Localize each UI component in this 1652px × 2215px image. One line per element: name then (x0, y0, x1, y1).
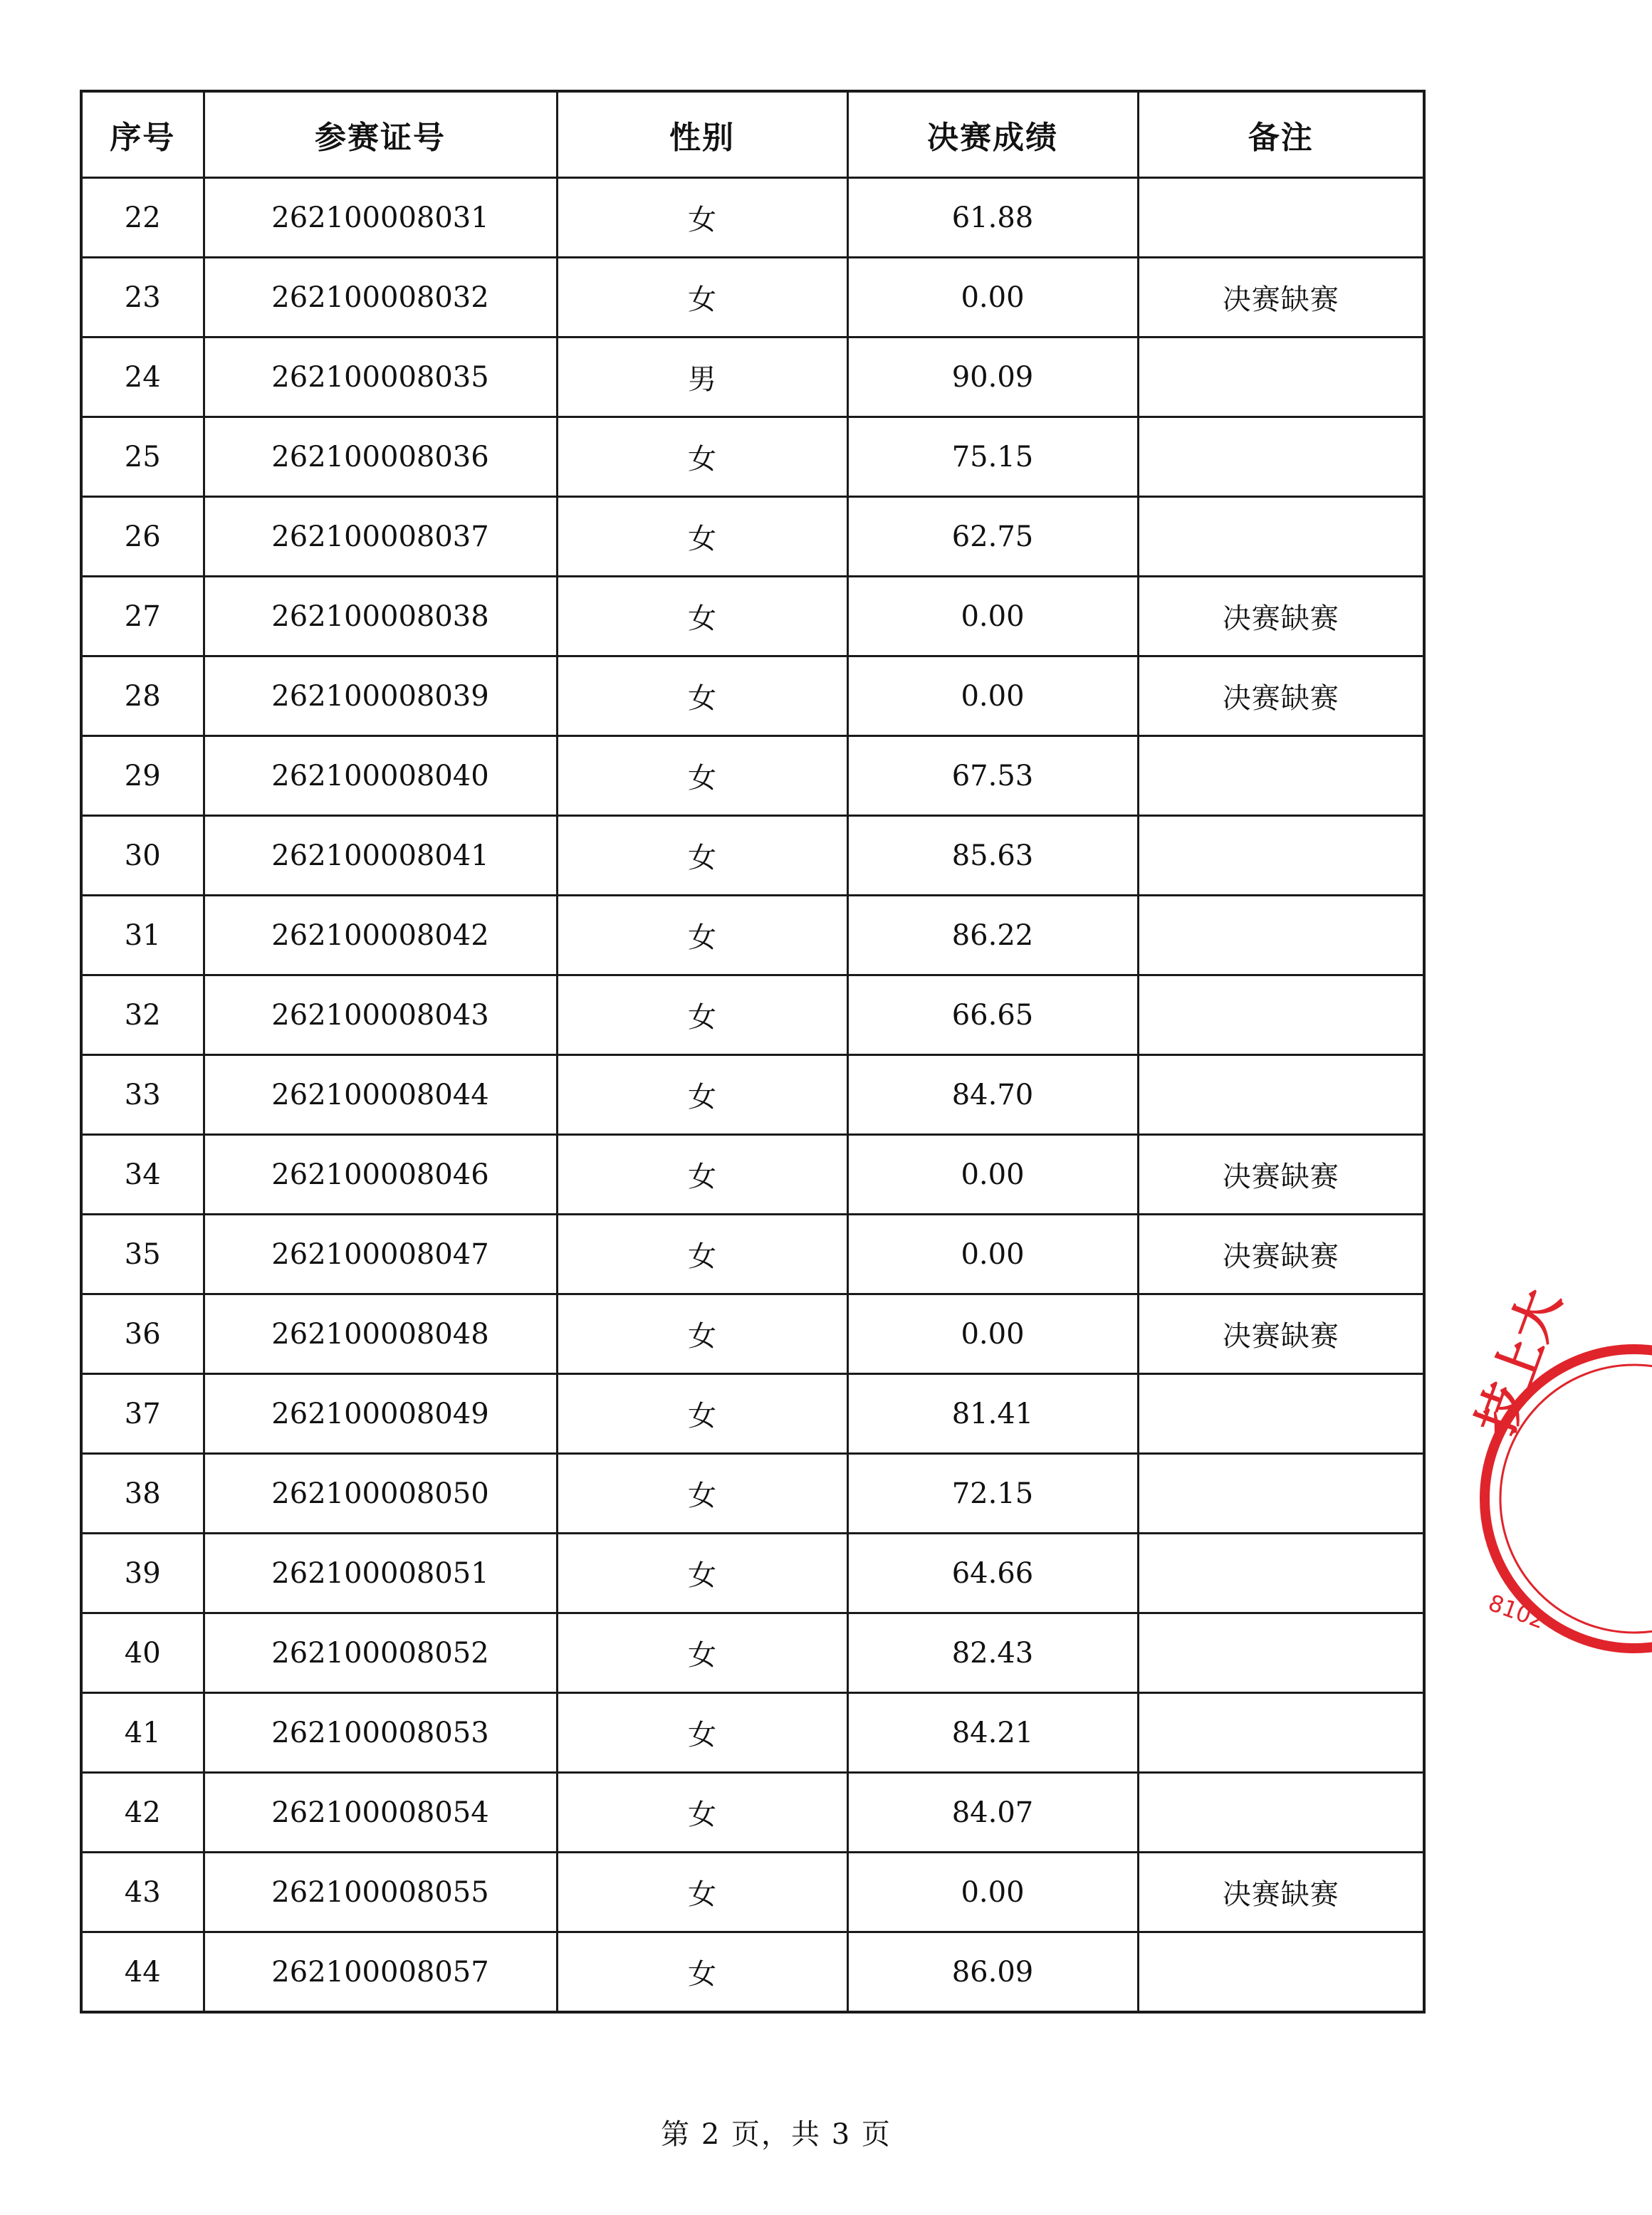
page-number-footer: 第 2 页，共 3 页 (661, 2118, 892, 2151)
cell-final-score: 0.00 (847, 1135, 1138, 1215)
header-ticket-number: 参赛证号 (204, 91, 557, 178)
cell-final-score: 86.09 (847, 1932, 1138, 2013)
cell-ticket-number: 262100008052 (204, 1613, 557, 1693)
cell-final-score: 86.22 (847, 896, 1138, 975)
table-row (81, 656, 1424, 736)
cell-seq: 40 (81, 1613, 204, 1693)
cell-seq: 35 (81, 1215, 204, 1294)
cell-seq: 24 (81, 337, 204, 417)
header-gender: 性别 (557, 91, 847, 178)
table-row (81, 896, 1424, 975)
cell-gender: 女 (557, 577, 847, 656)
cell-remarks: 决赛缺赛 (1138, 656, 1424, 736)
header-seq: 序号 (81, 91, 204, 178)
table-header-row (81, 91, 1424, 178)
table-row (81, 1534, 1424, 1613)
cell-remarks (1138, 1374, 1424, 1454)
table-row (81, 1932, 1424, 2013)
header-final-score: 决赛成绩 (847, 91, 1138, 178)
table-row (81, 337, 1424, 417)
cell-final-score: 84.70 (847, 1055, 1138, 1135)
cell-remarks: 决赛缺赛 (1138, 1853, 1424, 1932)
cell-gender: 女 (557, 1932, 847, 2013)
cell-final-score: 81.41 (847, 1374, 1138, 1454)
cell-gender: 女 (557, 1454, 847, 1534)
cell-remarks (1138, 417, 1424, 497)
cell-remarks (1138, 1534, 1424, 1613)
cell-remarks (1138, 1454, 1424, 1534)
table-row (81, 736, 1424, 816)
cell-ticket-number: 262100008042 (204, 896, 557, 975)
cell-final-score: 61.88 (847, 178, 1138, 258)
cell-ticket-number: 262100008041 (204, 816, 557, 896)
cell-seq: 39 (81, 1534, 204, 1613)
cell-remarks (1138, 736, 1424, 816)
results-table (80, 90, 1426, 2014)
cell-gender: 女 (557, 1294, 847, 1374)
cell-ticket-number: 262100008054 (204, 1773, 557, 1853)
cell-final-score: 90.09 (847, 337, 1138, 417)
cell-final-score: 0.00 (847, 1294, 1138, 1374)
cell-seq: 41 (81, 1693, 204, 1773)
table-row (81, 1853, 1424, 1932)
cell-ticket-number: 262100008048 (204, 1294, 557, 1374)
cell-final-score: 66.65 (847, 975, 1138, 1055)
cell-gender: 女 (557, 1374, 847, 1454)
cell-gender: 女 (557, 736, 847, 816)
official-red-seal-icon (1465, 1282, 1652, 1666)
table-row (81, 417, 1424, 497)
table-row (81, 816, 1424, 896)
cell-gender: 女 (557, 975, 847, 1055)
table-row (81, 1135, 1424, 1215)
cell-final-score: 85.63 (847, 816, 1138, 896)
cell-gender: 女 (557, 1773, 847, 1853)
table-row (81, 497, 1424, 577)
cell-gender: 男 (557, 337, 847, 417)
cell-remarks (1138, 896, 1424, 975)
cell-remarks: 决赛缺赛 (1138, 1294, 1424, 1374)
table-row (81, 1773, 1424, 1853)
cell-ticket-number: 262100008049 (204, 1374, 557, 1454)
table-row (81, 1294, 1424, 1374)
cell-final-score: 62.75 (847, 497, 1138, 577)
seal-text-1: 技上大 (1465, 1282, 1572, 1442)
cell-seq: 27 (81, 577, 204, 656)
table-row (81, 975, 1424, 1055)
cell-seq: 31 (81, 896, 204, 975)
cell-ticket-number: 262100008044 (204, 1055, 557, 1135)
cell-gender: 女 (557, 1613, 847, 1693)
cell-final-score: 0.00 (847, 1215, 1138, 1294)
table-row (81, 178, 1424, 258)
cell-gender: 女 (557, 497, 847, 577)
cell-gender: 女 (557, 816, 847, 896)
cell-seq: 38 (81, 1454, 204, 1534)
cell-gender: 女 (557, 656, 847, 736)
table-row (81, 577, 1424, 656)
table-body (81, 178, 1424, 2013)
cell-gender: 女 (557, 178, 847, 258)
cell-remarks: 决赛缺赛 (1138, 1215, 1424, 1294)
cell-ticket-number: 262100008051 (204, 1534, 557, 1613)
cell-ticket-number: 262100008043 (204, 975, 557, 1055)
cell-remarks: 决赛缺赛 (1138, 258, 1424, 337)
cell-final-score: 72.15 (847, 1454, 1138, 1534)
cell-remarks (1138, 1773, 1424, 1853)
cell-seq: 36 (81, 1294, 204, 1374)
cell-final-score: 0.00 (847, 1853, 1138, 1932)
cell-remarks: 决赛缺赛 (1138, 1135, 1424, 1215)
cell-remarks: 决赛缺赛 (1138, 577, 1424, 656)
seal-number: 8102 (1485, 1588, 1549, 1635)
cell-final-score: 84.07 (847, 1773, 1138, 1853)
cell-seq: 28 (81, 656, 204, 736)
table-row (81, 1374, 1424, 1454)
cell-final-score: 64.66 (847, 1534, 1138, 1613)
cell-ticket-number: 262100008055 (204, 1853, 557, 1932)
cell-gender: 女 (557, 258, 847, 337)
cell-ticket-number: 262100008035 (204, 337, 557, 417)
cell-gender: 女 (557, 896, 847, 975)
cell-gender: 女 (557, 1135, 847, 1215)
cell-gender: 女 (557, 417, 847, 497)
cell-ticket-number: 262100008032 (204, 258, 557, 337)
cell-remarks (1138, 1932, 1424, 2013)
cell-ticket-number: 262100008039 (204, 656, 557, 736)
cell-gender: 女 (557, 1215, 847, 1294)
cell-remarks (1138, 1693, 1424, 1773)
cell-remarks (1138, 975, 1424, 1055)
cell-final-score: 82.43 (847, 1613, 1138, 1693)
cell-seq: 37 (81, 1374, 204, 1454)
cell-ticket-number: 262100008046 (204, 1135, 557, 1215)
cell-remarks (1138, 497, 1424, 577)
cell-remarks (1138, 1613, 1424, 1693)
cell-seq: 33 (81, 1055, 204, 1135)
cell-final-score: 0.00 (847, 258, 1138, 337)
cell-ticket-number: 262100008057 (204, 1932, 557, 2013)
cell-final-score: 0.00 (847, 577, 1138, 656)
cell-final-score: 75.15 (847, 417, 1138, 497)
header-remarks: 备注 (1138, 91, 1424, 178)
cell-seq: 23 (81, 258, 204, 337)
table-row (81, 1215, 1424, 1294)
table-row (81, 1613, 1424, 1693)
cell-seq: 43 (81, 1853, 204, 1932)
table-row (81, 1055, 1424, 1135)
cell-ticket-number: 262100008053 (204, 1693, 557, 1773)
cell-remarks (1138, 1055, 1424, 1135)
cell-seq: 42 (81, 1773, 204, 1853)
cell-ticket-number: 262100008036 (204, 417, 557, 497)
cell-gender: 女 (557, 1853, 847, 1932)
cell-seq: 34 (81, 1135, 204, 1215)
cell-gender: 女 (557, 1693, 847, 1773)
cell-seq: 29 (81, 736, 204, 816)
cell-ticket-number: 262100008047 (204, 1215, 557, 1294)
cell-gender: 女 (557, 1534, 847, 1613)
cell-final-score: 84.21 (847, 1693, 1138, 1773)
table-row (81, 258, 1424, 337)
table-row (81, 1693, 1424, 1773)
cell-seq: 25 (81, 417, 204, 497)
table-row (81, 1454, 1424, 1534)
cell-seq: 32 (81, 975, 204, 1055)
cell-ticket-number: 262100008038 (204, 577, 557, 656)
cell-ticket-number: 262100008040 (204, 736, 557, 816)
cell-final-score: 0.00 (847, 656, 1138, 736)
cell-final-score: 67.53 (847, 736, 1138, 816)
cell-seq: 44 (81, 1932, 204, 2013)
cell-seq: 22 (81, 178, 204, 258)
cell-remarks (1138, 178, 1424, 258)
cell-seq: 26 (81, 497, 204, 577)
cell-remarks (1138, 816, 1424, 896)
cell-ticket-number: 262100008050 (204, 1454, 557, 1534)
cell-gender: 女 (557, 1055, 847, 1135)
cell-ticket-number: 262100008037 (204, 497, 557, 577)
cell-seq: 30 (81, 816, 204, 896)
cell-ticket-number: 262100008031 (204, 178, 557, 258)
cell-remarks (1138, 337, 1424, 417)
